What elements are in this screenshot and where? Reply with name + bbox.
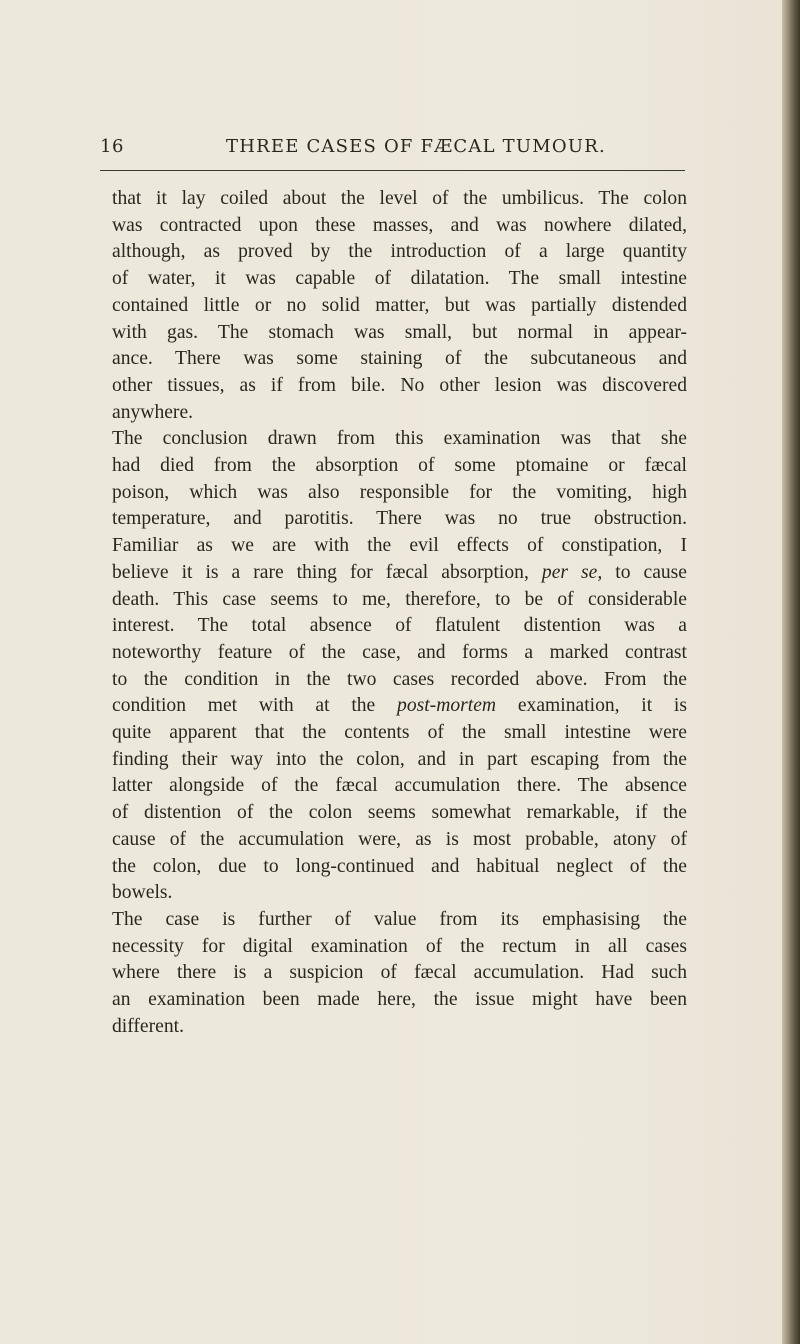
running-head: THREE CASES OF FÆCAL TUMOUR. [226,136,606,157]
page-number: 16 [100,136,124,157]
text-line: The case is further of value from its emphasising the [112,908,687,930]
body-text [112,186,687,1041]
text-line: death. This case seems to me, therefore, to be of considerable [112,588,687,610]
text-line: to the condition in the two cases recorded above. From the [112,668,687,690]
text-line: The conclusion drawn from this examination was that she [112,428,687,450]
italic-phrase: per se, [541,561,603,583]
text-line: ance. There was some staining of the subcutaneous and [112,348,687,370]
text-line: was contracted upon these masses, and was nowhere dilated, [112,214,687,236]
text-line: of water, it was capable of dilatation. The small intestine [112,268,687,290]
text-line: temperature, and parotitis. There was no true obstruction. [112,508,687,530]
text-line: the colon, due to long-continued and habitual neglect of the [112,855,687,877]
text-line: that it lay coiled about the level of the umbilicus. The colon [112,188,687,209]
text-line: anywhere. [112,401,194,423]
text-line-mixed [112,560,687,587]
text-run: to cause [615,561,688,583]
text-line: bowels. [112,882,173,904]
text-line: where there is a suspicion of fæcal accumulation. Had such [112,962,687,984]
text-line: interest. The total absence of flatulent distention was a [112,615,687,637]
text-line: had died from the absorption of some ptomaine or fæcal [112,455,687,477]
text-line: finding their way into the colon, and in part escaping from the [112,748,687,770]
text-line: necessity for digital examination of the rectum in all cases [112,935,687,957]
text-line: an examination been made here, the issue might have been [112,989,687,1011]
text-line: other tissues, as if from bile. No other lesion was discovered [112,374,687,396]
text-line: noteworthy feature of the case, and forms a marked contrast [112,641,687,663]
text-run: condition met with at the [112,695,376,717]
text-line: with gas. The stomach was small, but normal in appear- [112,321,687,343]
page-header [100,136,700,166]
text-line: quite apparent that the contents of the small intestine were [112,722,687,744]
text-line: of distention of the colon seems somewhat remarkable, if the [112,802,687,824]
text-line: although, as proved by the introduction of a large quantity [112,241,687,263]
text-run: believe it is a rare thing for fæcal absorption, [112,561,529,583]
text-line: cause of the accumulation were, as is most probable, atony of [112,828,687,850]
page-edge-shadow [782,0,800,1344]
text-line: latter alongside of the fæcal accumulation there. The absence [112,775,687,797]
italic-phrase: post-mortem [397,695,497,717]
text-line: different. [112,1015,184,1037]
text-line: contained little or no solid matter, but was partially distended [112,294,687,316]
header-rule [100,170,685,171]
text-line: poison, which was also responsible for the vomiting, high [112,481,687,503]
text-run: examination, it is [517,695,688,717]
text-line-mixed [112,693,687,720]
text-line: Familiar as we are with the evil effects of constipation, I [112,535,687,557]
